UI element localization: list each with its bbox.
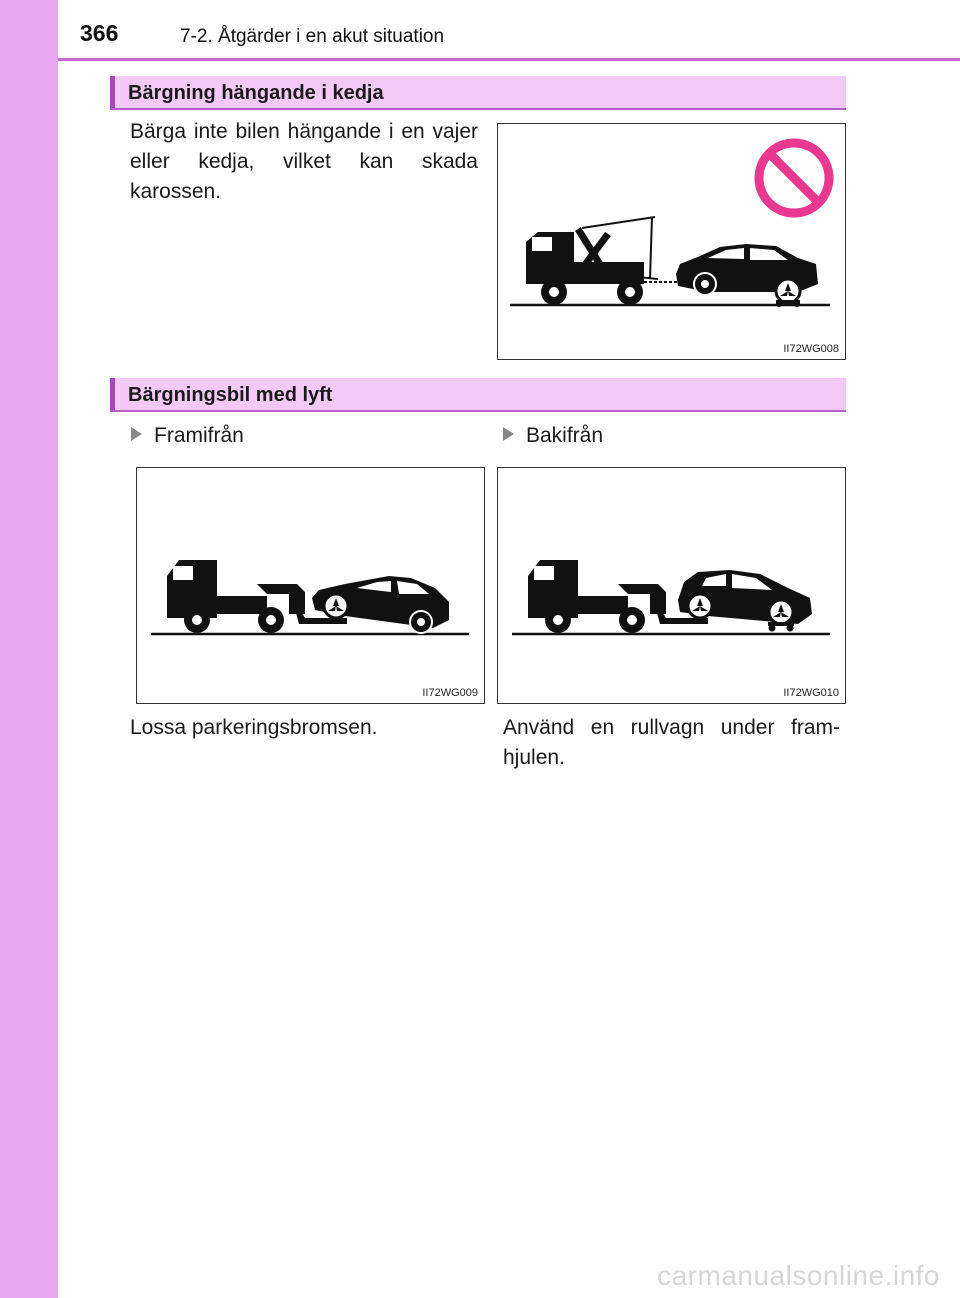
bullet-front <box>131 424 244 448</box>
rear-lift-caption: Använd en rullvagn under fram-hjulen. <box>503 716 840 769</box>
figure-rear-lift <box>497 467 846 704</box>
bullet-triangle-icon <box>503 427 514 441</box>
figure-front-lift <box>136 467 485 704</box>
rear-lift-illustration <box>498 468 847 705</box>
figure-chain-towing <box>497 123 846 360</box>
section-header-lift-truck <box>110 378 846 412</box>
front-lift-caption: Lossa parkeringsbromsen. <box>130 716 378 739</box>
figure-code: II72WG010 <box>783 687 839 699</box>
chain-towing-warning-text: Bärga inte bilen hängande i en vajer eller kedja, vilket kan skada karossen. <box>130 120 478 203</box>
bullet-rear <box>503 424 603 448</box>
section-title: Bärgningsbil med lyft <box>128 384 333 406</box>
prohibition-sign-icon <box>759 143 829 213</box>
page-number: 366 <box>80 20 119 46</box>
bullet-label: Framifrån <box>154 424 244 447</box>
chapter-title: 7-2. Åtgärder i en akut situation <box>180 26 445 47</box>
side-strip <box>0 0 58 1298</box>
bullet-label: Bakifrån <box>526 424 604 447</box>
watermark: carmanualsonline.info <box>657 1260 940 1291</box>
front-lift-illustration <box>137 468 486 705</box>
bullet-triangle-icon <box>131 427 142 441</box>
figure-code: II72WG008 <box>783 343 839 355</box>
header-rule <box>58 58 960 61</box>
section-header-chain-towing <box>110 76 846 110</box>
chain-towing-illustration <box>498 124 847 361</box>
figure-code: II72WG009 <box>422 687 478 699</box>
section-title: Bärgning hängande i kedja <box>128 82 384 104</box>
